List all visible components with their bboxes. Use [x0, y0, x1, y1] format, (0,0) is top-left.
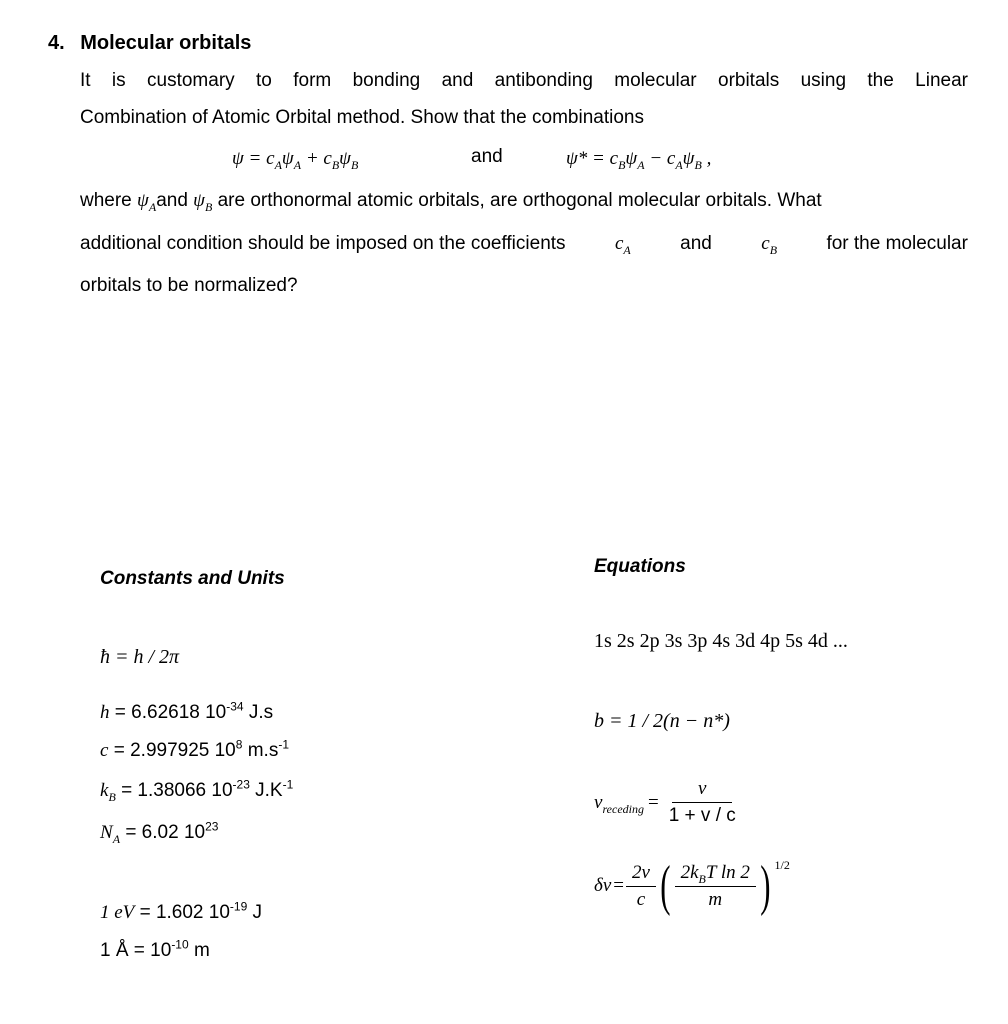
psi-b-symbol: $\psi_B$ [193, 190, 213, 214]
paragraph-line-1: It is customary to form bonding and antibonding molecular orbitals using the Linear [80, 70, 968, 91]
and-word: and [471, 146, 503, 167]
line3-rest: are orthonormal atomic orbitals, are orthogonal molecular orbitals. What [217, 190, 822, 211]
boltzmann-constant: $k_B = 1.38066$ $10^{-23}$ $J.K^{-1}$ [100, 777, 294, 804]
cb-symbol: $c_B$ [761, 233, 778, 257]
paragraph-line-2: Combination of Atomic Orbital method. Show that the combinations [80, 107, 644, 128]
psi-a-symbol: $\psi_A$ [137, 190, 157, 214]
question-number: 4. [48, 32, 65, 54]
electron-volt: 1 eV = 1.602 $10^{-19}$ J [100, 899, 263, 923]
b-formula: b = 1 / 2(n − n*) [594, 710, 730, 732]
receding-velocity-formula: $v_{receding}$ = $\frac{v}{1 + v / c}$ [594, 778, 736, 826]
line4-a: additional condition should be imposed on the coefficients [80, 233, 566, 254]
paragraph-line-4 [80, 233, 968, 255]
paragraph-line-3 [80, 190, 968, 212]
psi-antibonding-equation: $\psi* = c_B\psi_A - c_A\psi_B$ , [566, 148, 712, 172]
hbar-definition: ħ = h / 2π [100, 646, 180, 668]
equations-heading: Equations [594, 556, 686, 577]
question-heading [48, 32, 251, 55]
question-title: Molecular orbitals [80, 32, 252, 54]
paragraph-line-5: orbitals to be normalized? [80, 275, 298, 296]
speed-of-light: c = 2.997925 $10^8$ $m.s^{-1}$ [100, 737, 290, 761]
and-word-2: and [156, 190, 188, 211]
where-word: where [80, 190, 132, 211]
orbital-order: 1s 2s 2p 3s 3p 4s 3d 4p 5s 4d ... [594, 630, 848, 652]
planck-constant: h = 6.62618 $10^{-34}$ J.s [100, 699, 274, 723]
ca-symbol: $c_A$ [614, 233, 631, 257]
avogadro-constant: $N_A = 6.02$ $10^{23}$ [100, 819, 219, 846]
constants-heading: Constants and Units [100, 568, 285, 589]
angstrom: 1 Å = $10^{-10}$ m [100, 937, 210, 961]
line4-b: and [680, 233, 712, 254]
doppler-width-formula: δv = $\frac{2v}{c}$ ( $\frac{2k_BT \ln 2}{m}$ ) $^{1/2}$ [594, 855, 790, 917]
psi-bonding-equation: $\psi = c_A\psi_A + c_B\psi_B$ [232, 148, 359, 172]
line4-c: for the molecular [826, 233, 968, 254]
